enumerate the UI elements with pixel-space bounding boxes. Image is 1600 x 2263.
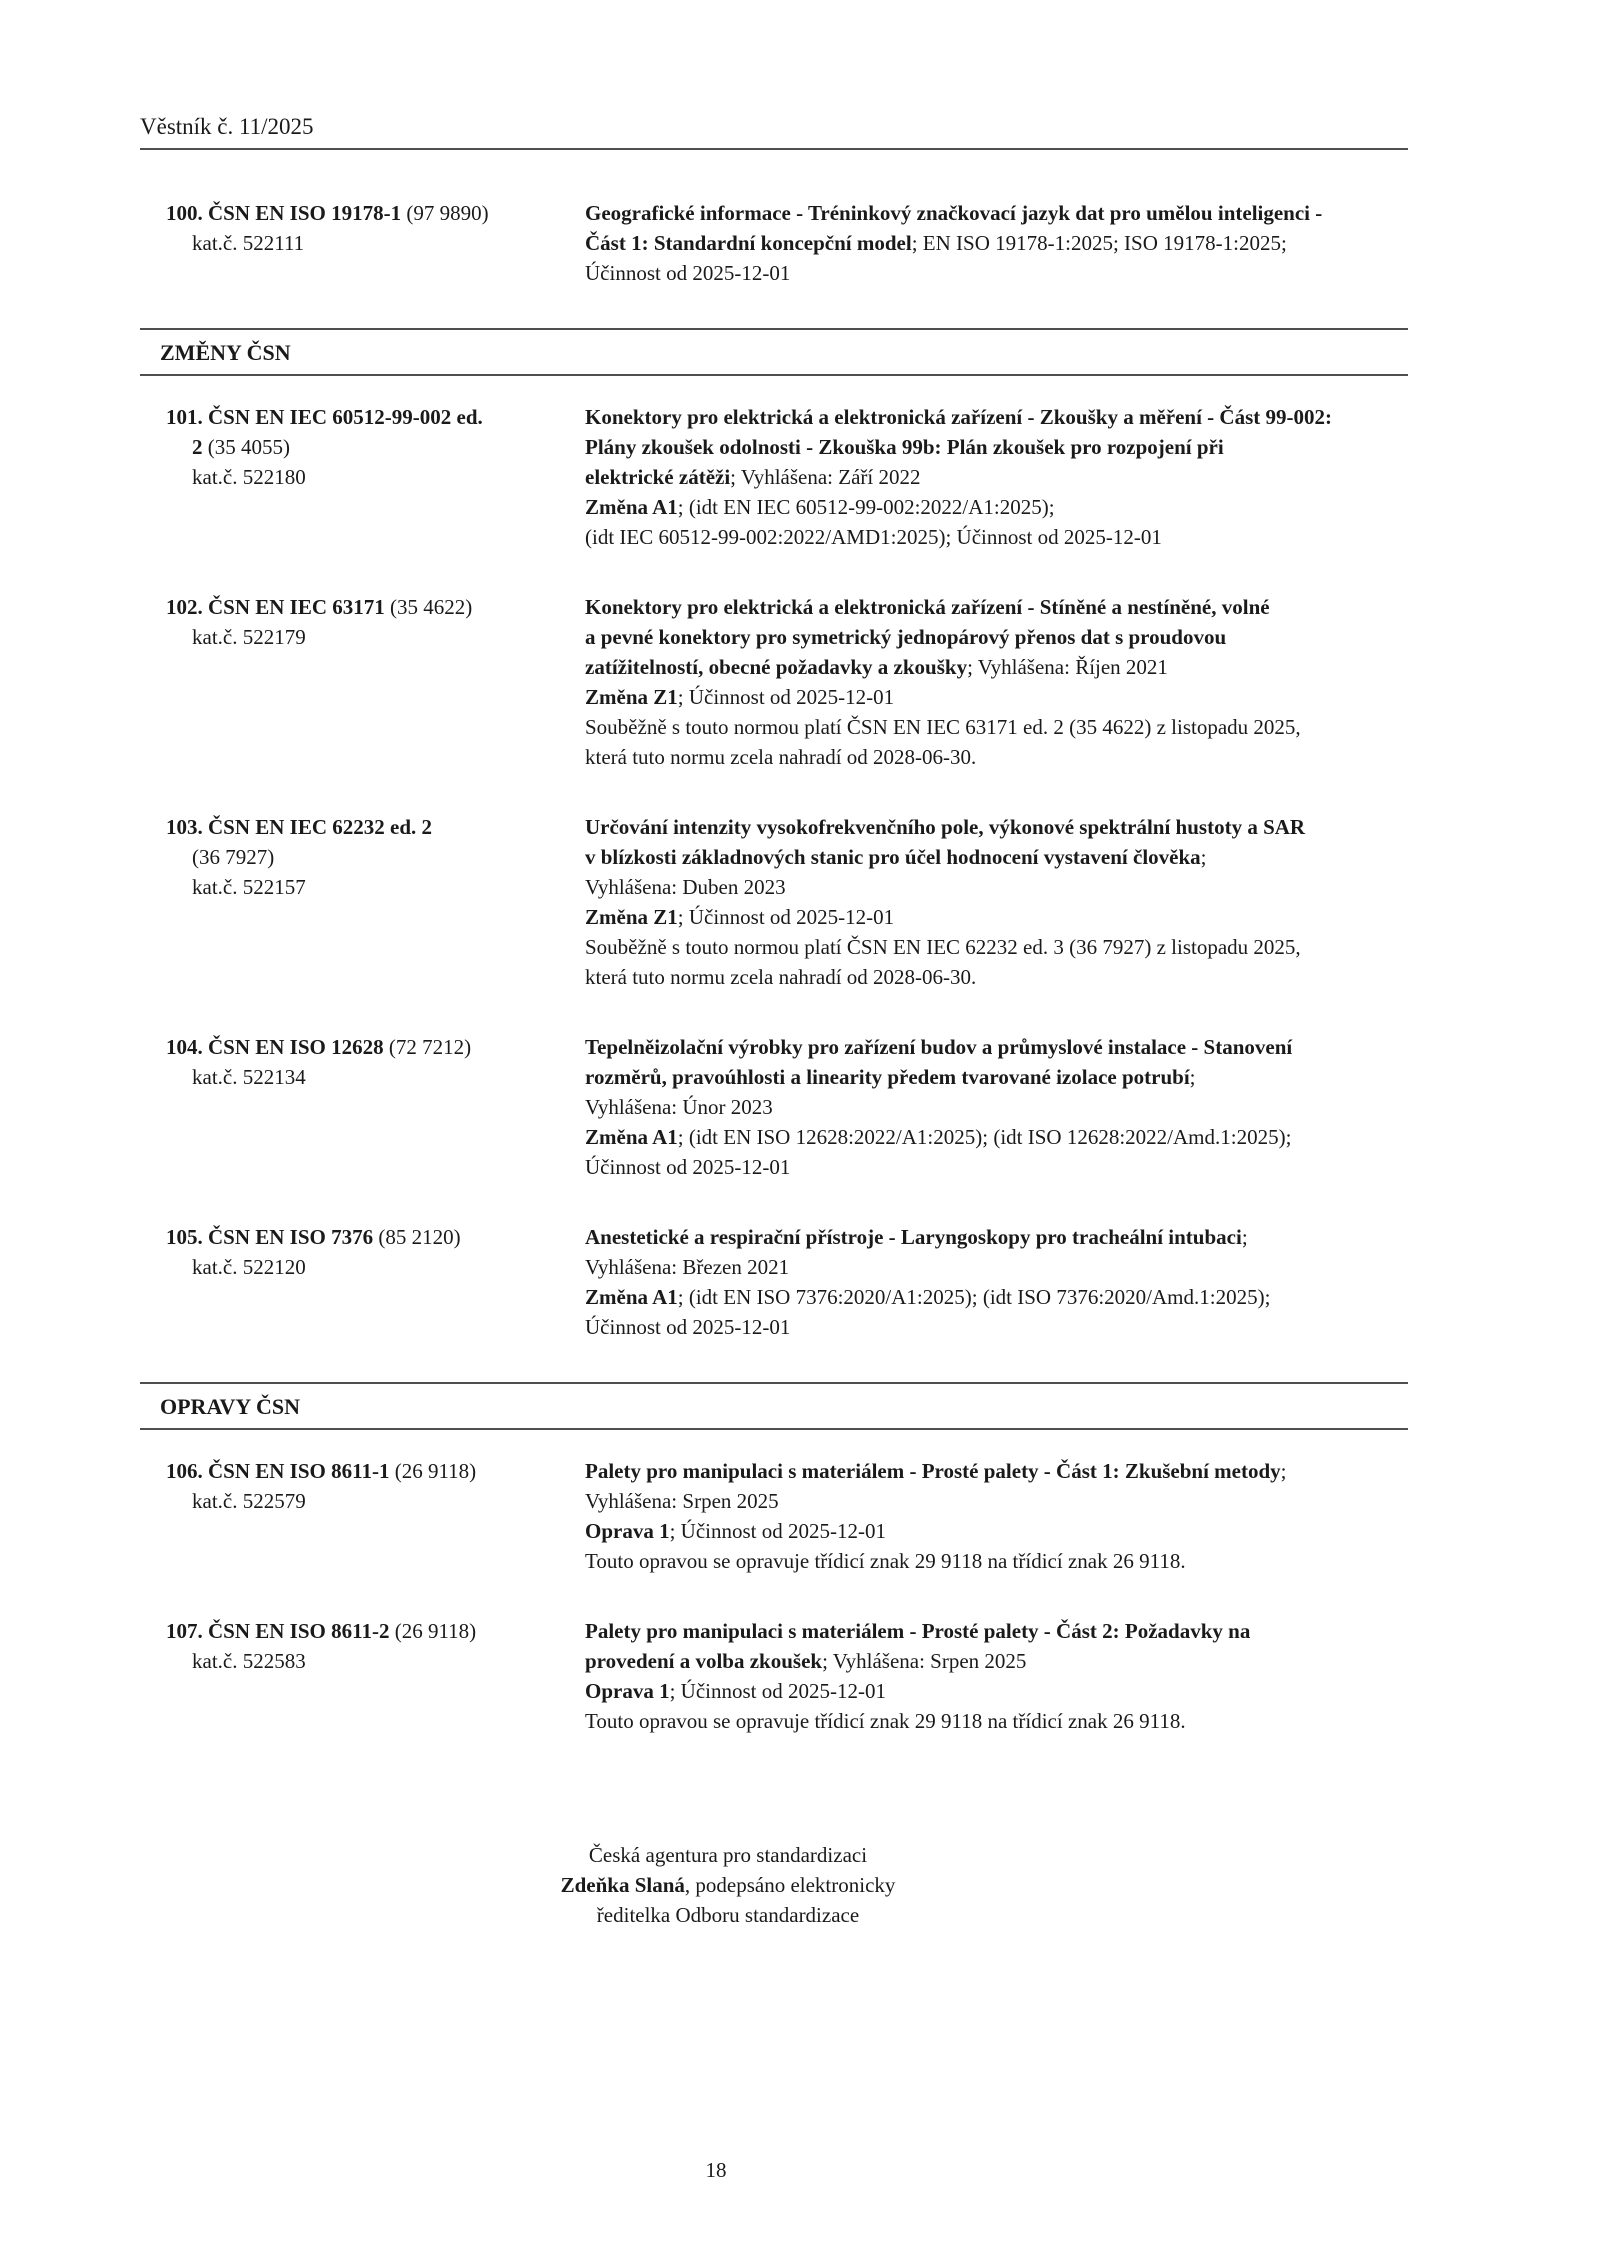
text-line: Konektory pro elektrická a elektronická zařízení - Stíněné a nestíněné, volné: [585, 595, 1270, 619]
standard-entry-103: [140, 812, 1408, 992]
standard-entry-107: [140, 1616, 1408, 1736]
page-header: [140, 112, 1408, 150]
text-line: která tuto normu zcela nahradí od 2028-06-30.: [585, 965, 977, 989]
standard-designation: [166, 592, 585, 622]
text-line: 103. ČSN EN IEC 62232 ed. 2: [166, 815, 433, 839]
standard-designation: [166, 402, 585, 462]
text-line: Účinnost od 2025-12-01: [585, 1315, 791, 1339]
signature-block: [428, 1840, 1028, 1930]
standard-description: [585, 592, 1408, 772]
entry-id-column: [140, 1222, 585, 1342]
entry-id-column: [140, 198, 585, 288]
standard-entry-106: [140, 1456, 1408, 1576]
text-line: 101. ČSN EN IEC 60512-99-002 ed.: [166, 405, 483, 429]
text-line: Změna A1; (idt EN IEC 60512-99-002:2022/A1:2025);: [585, 495, 1055, 519]
catalog-number: kat.č. 522157: [192, 875, 306, 899]
text-line: Vyhlášena: Únor 2023: [585, 1095, 773, 1119]
text-line: Souběžně s touto normou platí ČSN EN IEC 63171 ed. 2 (35 4622) z listopadu 2025,: [585, 715, 1301, 739]
text-line: Konektory pro elektrická a elektronická zařízení - Zkoušky a měření - Část 99-002:: [585, 405, 1332, 429]
text-line: Tepelněizolační výrobky pro zařízení budov a průmyslové instalace - Stanovení: [585, 1035, 1293, 1059]
text-line: Vyhlášena: Duben 2023: [585, 875, 786, 899]
standard-description: [585, 1032, 1408, 1182]
standard-description: [585, 1222, 1408, 1342]
text-line: Palety pro manipulaci s materiálem - Prosté palety - Část 1: Zkušební metody;: [585, 1459, 1287, 1483]
text-line: a pevné konektory pro symetrický jednopárový přenos dat s proudovou: [585, 625, 1227, 649]
text-line: 107. ČSN EN ISO 8611-2 (26 9118): [166, 1619, 477, 1643]
standard-entry-102: [140, 592, 1408, 772]
document-page: [140, 0, 1408, 2225]
standard-description: [585, 198, 1408, 288]
entry-id-column: [140, 402, 585, 552]
section-title: OPRAVY ČSN: [160, 1394, 300, 1419]
entry-id-column: [140, 812, 585, 992]
text-line: Touto opravou se opravuje třídicí znak 29 9118 na třídicí znak 26 9118.: [585, 1709, 1186, 1733]
text-line: Změna A1; (idt EN ISO 7376:2020/A1:2025); (idt ISO 7376:2020/Amd.1:2025);: [585, 1285, 1271, 1309]
standard-entry-100: [140, 198, 1408, 288]
catalog-number: kat.č. 522134: [192, 1065, 306, 1089]
text-line: provedení a volba zkoušek; Vyhlášena: Srpen 2025: [585, 1649, 1027, 1673]
entry-id-column: [140, 1456, 585, 1576]
text-line: Zdeňka Slaná, podepsáno elektronicky: [560, 1873, 896, 1897]
standard-designation: [166, 812, 585, 872]
standard-description: [585, 812, 1408, 992]
section-title: ZMĚNY ČSN: [160, 340, 291, 365]
text-line: Určování intenzity vysokofrekvenčního pole, výkonové spektrální hustoty a SAR: [585, 815, 1306, 839]
catalog-number: kat.č. 522579: [192, 1489, 306, 1513]
catalog-number: kat.č. 522111: [192, 231, 305, 255]
catalog-number: kat.č. 522179: [192, 625, 306, 649]
text-line: zatížitelností, obecné požadavky a zkoušky; Vyhlášena: Říjen 2021: [585, 655, 1168, 679]
standard-description: [585, 402, 1408, 552]
entry-id-column: [140, 592, 585, 772]
page-number: 18: [705, 2158, 727, 2182]
text-line: 100. ČSN EN ISO 19178-1 (97 9890): [166, 201, 489, 225]
text-line: 2 (35 4055): [192, 435, 290, 459]
text-line: Plány zkoušek odolnosti - Zkouška 99b: Plán zkoušek pro rozpojení při: [585, 435, 1224, 459]
catalog-number: kat.č. 522120: [192, 1255, 306, 1279]
text-line: která tuto normu zcela nahradí od 2028-06-30.: [585, 745, 977, 769]
bulletin-title: Věstník č. 11/2025: [140, 114, 314, 139]
text-line: Anestetické a respirační přístroje - Laryngoskopy pro tracheální intubaci;: [585, 1225, 1248, 1249]
text-line: Účinnost od 2025-12-01: [585, 261, 791, 285]
section-header-zmeny-csn: [140, 328, 1408, 376]
text-line: ředitelka Odboru standardizace: [596, 1903, 860, 1927]
standard-description: [585, 1456, 1408, 1576]
text-line: Část 1: Standardní koncepční model; EN ISO 19178-1:2025; ISO 19178-1:2025;: [585, 231, 1287, 255]
text-line: 105. ČSN EN ISO 7376 (85 2120): [166, 1225, 461, 1249]
entry-id-column: [140, 1616, 585, 1736]
text-line: Vyhlášena: Březen 2021: [585, 1255, 790, 1279]
section-header-opravy-csn: [140, 1382, 1408, 1430]
header-rule: [140, 148, 1408, 150]
text-line: v blízkosti základnových stanic pro účel hodnocení vystavení člověka;: [585, 845, 1207, 869]
entry-id-column: [140, 1032, 585, 1182]
text-line: (36 7927): [192, 845, 275, 869]
text-line: Změna Z1; Účinnost od 2025-12-01: [585, 905, 895, 929]
text-line: Změna A1; (idt EN ISO 12628:2022/A1:2025); (idt ISO 12628:2022/Amd.1:2025);: [585, 1125, 1292, 1149]
standard-designation: [166, 1222, 585, 1252]
catalog-number: kat.č. 522583: [192, 1649, 306, 1673]
standard-designation: [166, 1456, 585, 1486]
text-line: Geografické informace - Tréninkový značkovací jazyk dat pro umělou inteligenci -: [585, 201, 1323, 225]
text-line: Palety pro manipulaci s materiálem - Prosté palety - Část 2: Požadavky na: [585, 1619, 1251, 1643]
standard-designation: [166, 198, 585, 228]
standard-description: [585, 1616, 1408, 1736]
standard-designation: [166, 1616, 585, 1646]
text-line: Souběžně s touto normou platí ČSN EN IEC 62232 ed. 3 (36 7927) z listopadu 2025,: [585, 935, 1301, 959]
text-line: 104. ČSN EN ISO 12628 (72 7212): [166, 1035, 472, 1059]
catalog-number: kat.č. 522180: [192, 465, 306, 489]
text-line: Změna Z1; Účinnost od 2025-12-01: [585, 685, 895, 709]
text-line: Oprava 1; Účinnost od 2025-12-01: [585, 1519, 886, 1543]
text-line: elektrické zátěži; Vyhlášena: Září 2022: [585, 465, 921, 489]
text-line: Oprava 1; Účinnost od 2025-12-01: [585, 1679, 886, 1703]
text-line: rozměrů, pravoúhlosti a linearity předem tvarované izolace potrubí;: [585, 1065, 1196, 1089]
text-line: 106. ČSN EN ISO 8611-1 (26 9118): [166, 1459, 477, 1483]
standard-entry-101: [140, 402, 1408, 552]
text-line: Účinnost od 2025-12-01: [585, 1155, 791, 1179]
text-line: Česká agentura pro standardizaci: [588, 1843, 868, 1867]
text-line: 102. ČSN EN IEC 63171 (35 4622): [166, 595, 473, 619]
standard-designation: [166, 1032, 585, 1062]
text-line: Touto opravou se opravuje třídicí znak 29 9118 na třídicí znak 26 9118.: [585, 1549, 1186, 1573]
standard-entry-105: [140, 1222, 1408, 1342]
standard-entry-104: [140, 1032, 1408, 1182]
text-line: Vyhlášena: Srpen 2025: [585, 1489, 779, 1513]
text-line: (idt IEC 60512-99-002:2022/AMD1:2025); Účinnost od 2025-12-01: [585, 525, 1162, 549]
